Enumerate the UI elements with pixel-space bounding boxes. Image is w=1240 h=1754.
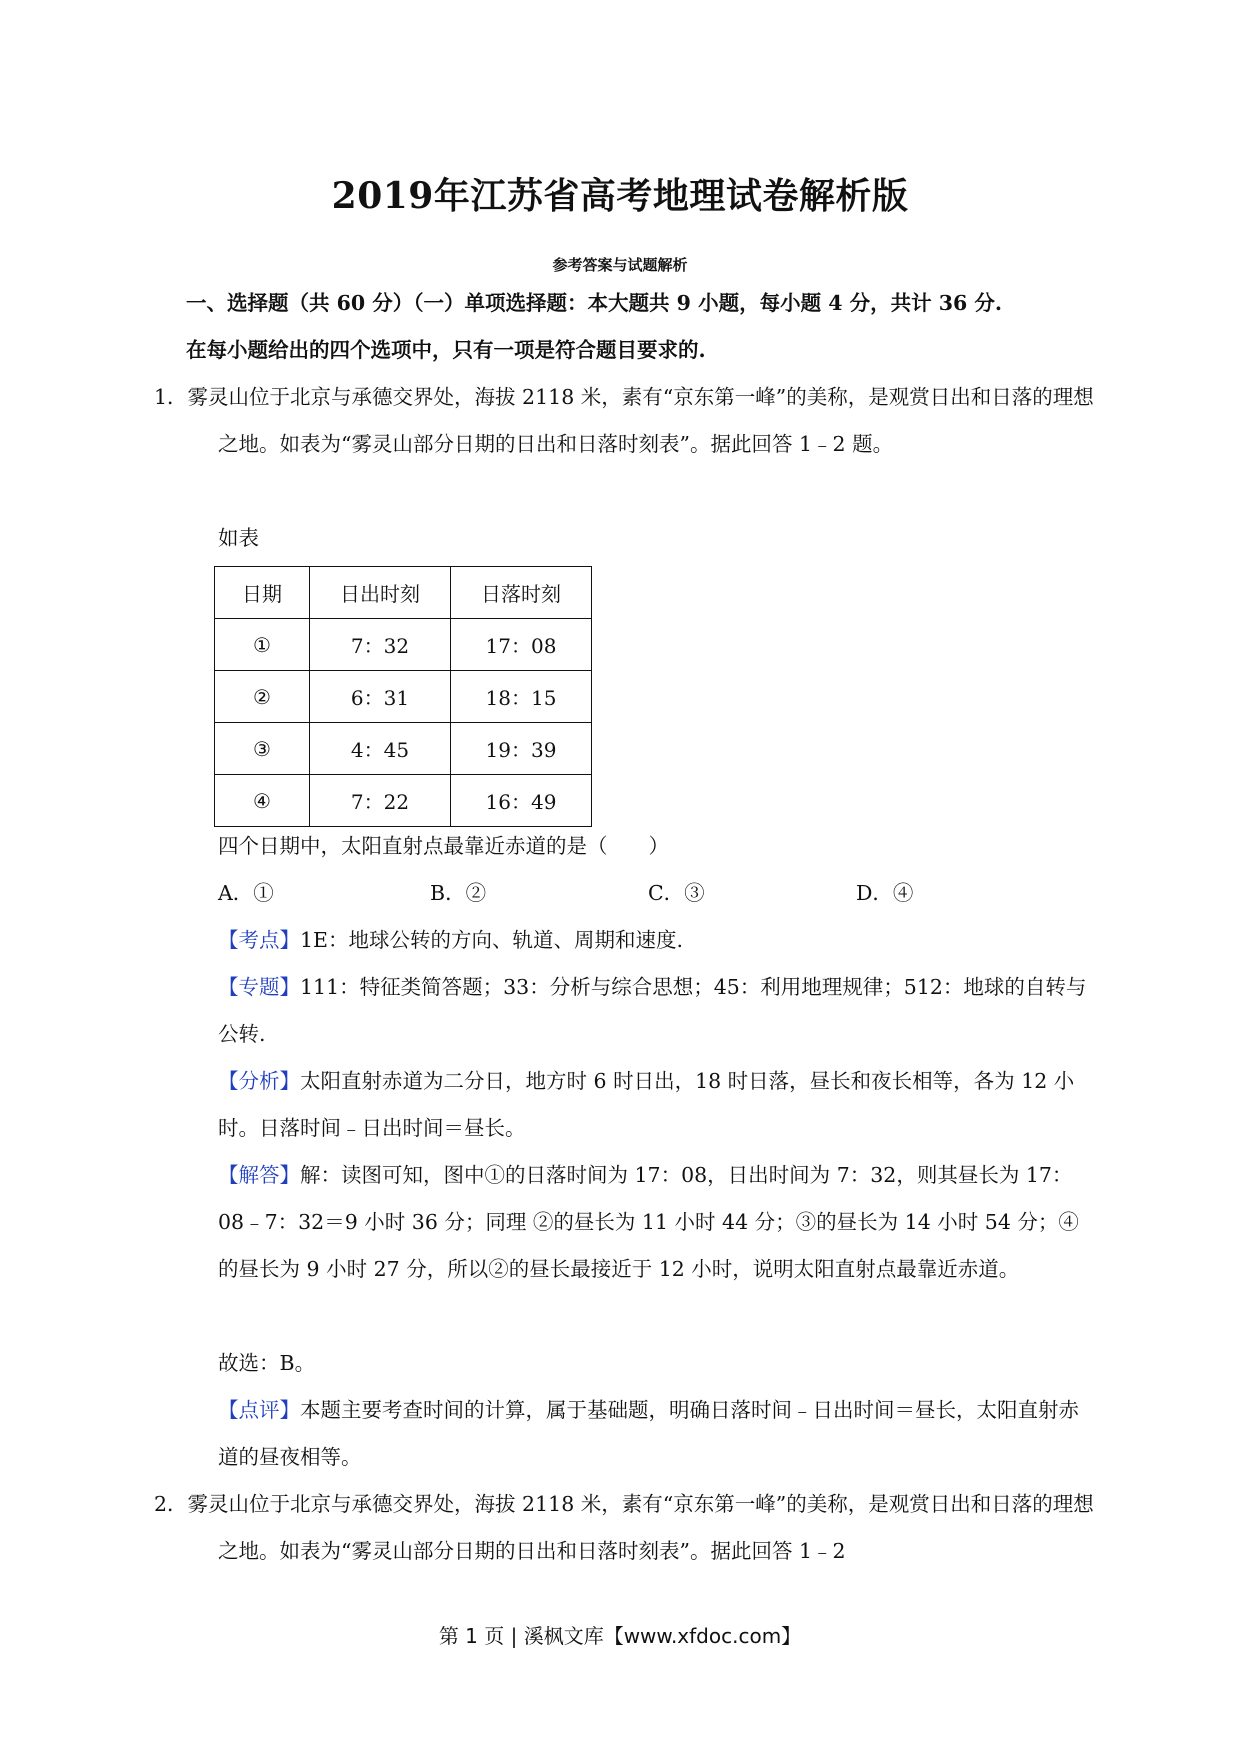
table-cell-sunrise: 7：22 <box>310 775 451 827</box>
table-row <box>215 775 592 827</box>
fenxi-block <box>186 1058 1098 1152</box>
table-header-date: 日期 <box>215 567 310 619</box>
section-heading-line-1: 一、选择题（共 60 分）（一）单项选择题：本大题共 9 小题，每小题 4 分，共计 36 分. <box>186 291 1003 315</box>
table-cell-sunrise: 6：31 <box>310 671 451 723</box>
zhuanti-tag: 【专题】 <box>218 975 300 999</box>
table-cell-sunset: 17：08 <box>451 619 592 671</box>
question-2-number: 2． <box>154 1492 188 1516</box>
kaodian-block <box>186 917 1098 964</box>
question-2-stem <box>154 1481 1098 1575</box>
page-title: 2019年江苏省高考地理试卷解析版 <box>331 175 909 217</box>
jieda-tag: 【解答】 <box>218 1163 300 1187</box>
table-cell-sunset: 16：49 <box>451 775 592 827</box>
sunrise-sunset-table <box>214 566 592 827</box>
table-row <box>215 723 592 775</box>
option-a: A．① <box>218 881 274 905</box>
table-cell-date: ④ <box>215 775 310 827</box>
table-header-row <box>215 567 592 619</box>
table-cell-date: ① <box>215 619 310 671</box>
table-row <box>215 619 592 671</box>
dianping-text: 本题主要考查时间的计算，属于基础题，明确日落时间﹣日出时间＝昼长，太阳直射赤道的昼夜相等。 <box>218 1398 1079 1469</box>
table-cell-date: ③ <box>215 723 310 775</box>
answer-line: 故选：B。 <box>218 1351 316 1375</box>
table-cell-sunrise: 7：32 <box>310 619 451 671</box>
question-1-number: 1． <box>154 385 188 409</box>
zhuanti-block <box>186 964 1098 1058</box>
table-row <box>215 671 592 723</box>
table-cell-sunset: 19：39 <box>451 723 592 775</box>
option-c: C．③ <box>648 881 705 905</box>
question-2-stem-text: 雾灵山位于北京与承德交界处，海拔 2118 米，素有“京东第一峰”的美称，是观赏日出和日落的理想之地。如表为“雾灵山部分日期的日出和日落时刻表”。据此回答 1﹣2 <box>187 1492 1094 1563</box>
fenxi-tag: 【分析】 <box>218 1069 300 1093</box>
dianping-tag: 【点评】 <box>218 1398 300 1422</box>
table-caption: 如表 <box>218 526 259 550</box>
kaodian-text: 1E：地球公转的方向、轨道、周期和速度. <box>300 928 684 952</box>
subtitle: 参考答案与试题解析 <box>552 256 688 274</box>
section-heading-line-2: 在每小题给出的四个选项中，只有一项是符合题目要求的. <box>186 338 706 362</box>
table-cell-sunrise: 4：45 <box>310 723 451 775</box>
jieda-block <box>186 1152 1098 1293</box>
page-footer: 第 1 页 | 溪枫文库【www.xfdoc.com】 <box>438 1624 802 1648</box>
option-b: B．② <box>430 881 487 905</box>
table-cell-sunset: 18：15 <box>451 671 592 723</box>
option-d: D．④ <box>856 881 914 905</box>
kaodian-tag: 【考点】 <box>218 928 300 952</box>
fenxi-text: 太阳直射赤道为二分日，地方时 6 时日出，18 时日落，昼长和夜长相等，各为 12 小时。日落时间﹣日出时间＝昼长。 <box>218 1069 1075 1140</box>
table-header-sunset: 日落时刻 <box>451 567 592 619</box>
question-1-stem-text: 雾灵山位于北京与承德交界处，海拔 2118 米，素有“京东第一峰”的美称，是观赏日出和日落的理想之地。如表为“雾灵山部分日期的日出和日落时刻表”。据此回答 1﹣2 题。 <box>187 385 1094 456</box>
table-header-sunrise: 日出时刻 <box>310 567 451 619</box>
dianping-block <box>186 1387 1098 1481</box>
question-1-prompt: 四个日期中，太阳直射点最靠近赤道的是（ ） <box>218 834 669 858</box>
question-1-stem <box>154 374 1098 468</box>
table-cell-date: ② <box>215 671 310 723</box>
zhuanti-text: 111：特征类简答题；33：分析与综合思想；45：利用地理规律；512：地球的自转与公转. <box>218 975 1087 1046</box>
jieda-text: 解：读图可知，图中①的日落时间为 17：08，日出时间为 7：32，则其昼长为 17：08﹣7：32＝9 小时 36 分；同理 ②的昼长为 11 小时 44 分；③的昼长为 14 小时 54 分；④的昼长为 9 小时 27 分，所以②的昼长最接近于 12 小时，说明太阳直射点最靠近赤道。 <box>218 1163 1079 1281</box>
